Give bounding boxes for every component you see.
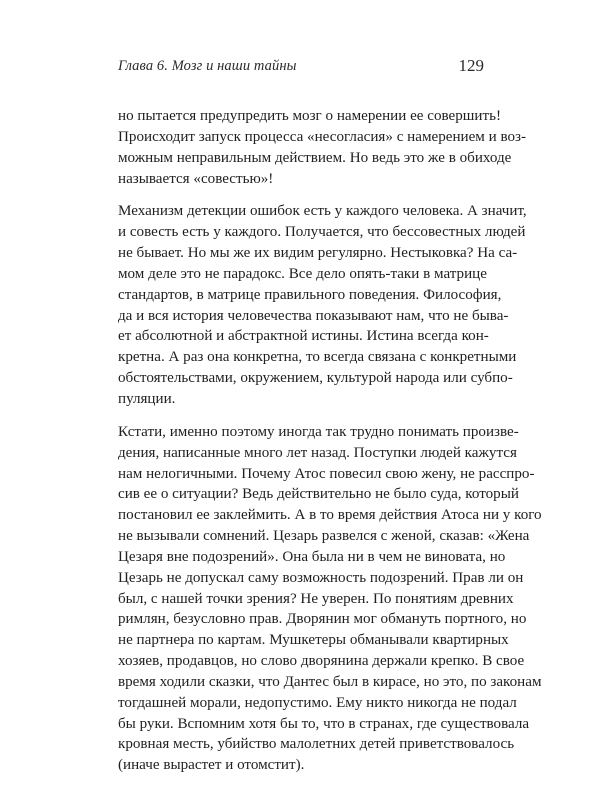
text-line: не вызывали сомнений. Цезарь развелся с женой, сказав: «Жена xyxy=(118,528,530,545)
text-line: хозяев, продавцов, но слово дворянина держали крепко. В свое xyxy=(118,653,525,670)
text-line: стандартов, в матрице правильного поведения. Философия, xyxy=(118,286,502,303)
text-line: нам нелогичными. Почему Атос повесил свою жену, не расспро- xyxy=(118,465,535,482)
paragraph xyxy=(118,422,542,776)
text-line: да и вся история человечества показывают нам, что не быва- xyxy=(118,307,509,324)
text-line: Происходит запуск процесса «несогласия» с намерением и воз- xyxy=(118,128,527,145)
text-line: постановил ее заклеймить. А в то время действия Атоса ни у кого xyxy=(118,507,542,524)
text-line: Цезаря вне подозрений». Она была ни в чем не виновата, но xyxy=(118,548,506,565)
text-line: кретна. А раз она конкретна, то всегда связана с конкретными xyxy=(118,349,517,366)
text-line: сив ее о ситуации? Ведь действительно не было суда, который xyxy=(118,486,519,503)
text-line: можным неправильным действием. Но ведь это же в обиходе xyxy=(118,149,512,166)
text-line: обстоятельствами, окружением, культурой народа или субпо- xyxy=(118,370,513,387)
paragraph xyxy=(118,106,527,189)
text-line: был, с нашей точки зрения? Не уверен. По понятиям древних xyxy=(118,590,514,607)
paragraph xyxy=(118,201,527,409)
text-line: Механизм детекции ошибок есть у каждого человека. А значит, xyxy=(118,203,527,220)
text-line: мом деле это не парадокс. Все дело опять-таки в матрице xyxy=(118,265,487,282)
text-line: дения, написанные много лет назад. Поступки людей кажутся xyxy=(118,444,517,461)
text-line: (иначе вырастет и отомстит). xyxy=(118,757,305,774)
running-head: Глава 6. Мозг и наши тайны xyxy=(118,58,297,74)
body-text xyxy=(118,106,542,788)
text-line: не бывает. Но мы же их видим регулярно. Нестыковка? На са- xyxy=(118,245,518,262)
text-line: тогдашней морали, недопустимо. Ему никто никогда не подал xyxy=(118,694,517,711)
text-line: но пытается предупредить мозг о намерении ее совершить! xyxy=(118,108,502,124)
text-line: не партнера по картам. Мушкетеры обманывали квартирных xyxy=(118,632,509,649)
page-number: 129 xyxy=(458,56,484,75)
text-line: называется «совестью»! xyxy=(118,170,274,187)
text-line: Цезарь не допускал саму возможность подозрений. Прав ли он xyxy=(118,569,524,586)
text-line: пуляции. xyxy=(118,390,176,407)
text-line: ет абсолютной и абстрактной истины. Истина всегда кон- xyxy=(118,328,489,345)
text-line: и совесть есть у каждого. Получается, что бессовестных людей xyxy=(118,224,526,241)
text-line: кровная месть, убийство малолетних детей приветствовалось xyxy=(118,736,515,753)
text-line: Кстати, именно поэтому иногда так трудно понимать произве- xyxy=(118,423,519,440)
text-line: римлян, безусловно прав. Дворянин мог обмануть портного, но xyxy=(118,611,527,628)
text-line: время ходили сказки, что Дантес был в кирасе, но это, по законам xyxy=(118,673,542,690)
text-line: бы руки. Вспомним хотя бы то, что в странах, где существовала xyxy=(118,715,530,732)
